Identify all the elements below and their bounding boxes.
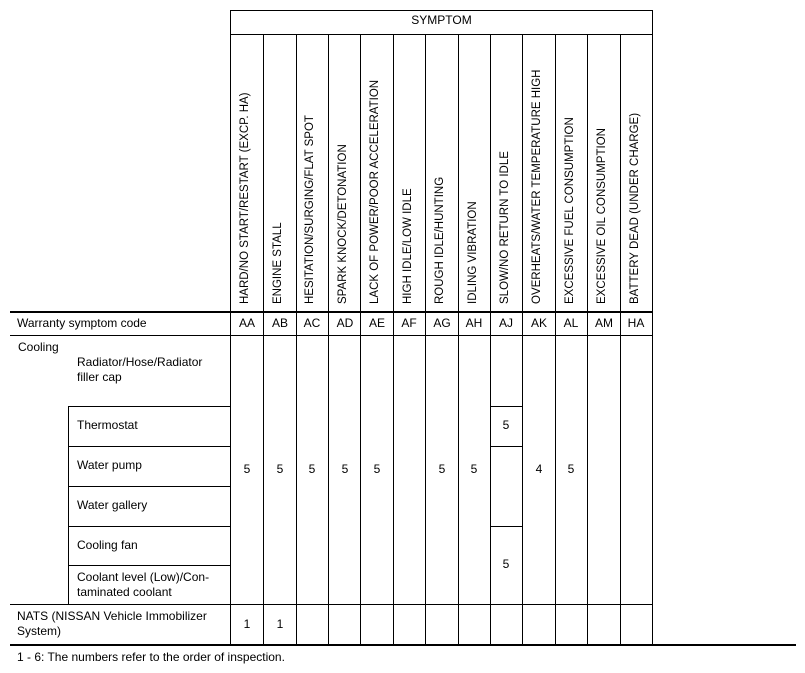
symptom-name-af: HIGH IDLE/LOW IDLE bbox=[402, 188, 414, 304]
vline-x587 bbox=[587, 34, 588, 645]
vline-x393 bbox=[393, 34, 394, 645]
code-ha: HA bbox=[627, 316, 645, 330]
cooling-value-aj-fan: 5 bbox=[502, 557, 510, 571]
vline-x555 bbox=[555, 34, 556, 645]
cooling-item-water-pump: Water pump bbox=[77, 458, 142, 472]
cooling-item-coolant-level bbox=[77, 570, 209, 600]
cooling-divider-3 bbox=[68, 486, 230, 487]
code-aj: AJ bbox=[498, 316, 513, 330]
symptom-name-ag: ROUGH IDLE/HUNTING bbox=[434, 176, 446, 304]
vline-x328 bbox=[328, 34, 329, 645]
symptom-name-ad: SPARK KNOCK/DETONATION bbox=[337, 144, 349, 304]
cooling-value-aa: 5 bbox=[243, 462, 251, 476]
vline-x620 bbox=[620, 34, 621, 645]
symptom-name-ac: HESITATION/SURGING/FLAT SPOT bbox=[304, 115, 316, 304]
symptom-name-ah: IDLING VIBRATION bbox=[467, 201, 479, 304]
table-bottom-border bbox=[10, 644, 796, 646]
nats-label bbox=[17, 609, 207, 639]
aj-divider-3 bbox=[490, 526, 523, 527]
nats-value-ab: 1 bbox=[276, 617, 284, 631]
cooling-item-cooling-fan: Cooling fan bbox=[77, 538, 138, 552]
nats-value-aa: 1 bbox=[243, 617, 251, 631]
aj-divider-2 bbox=[490, 446, 523, 447]
footnote: 1 - 6: The numbers refer to the order of inspection. bbox=[17, 650, 285, 664]
cooling-inner-vline bbox=[68, 406, 69, 604]
symptom-name-am: EXCESSIVE OIL CONSUMPTION bbox=[596, 128, 608, 304]
cooling-value-ae: 5 bbox=[373, 462, 381, 476]
symptom-name-al: EXCESSIVE FUEL CONSUMPTION bbox=[564, 117, 576, 304]
vline-x652 bbox=[652, 10, 653, 645]
nats-label-line2: System) bbox=[17, 624, 62, 638]
code-al: AL bbox=[563, 316, 579, 330]
warranty-label: Warranty symptom code bbox=[17, 316, 147, 330]
code-ak: AK bbox=[530, 316, 547, 330]
cooling-value-aj-thermostat: 5 bbox=[502, 418, 510, 432]
symptom-name-aa: HARD/NO START/RESTART (EXCP. HA) bbox=[239, 92, 251, 304]
cooling-divider-4 bbox=[68, 526, 230, 527]
code-am: AM bbox=[595, 316, 613, 330]
symptom-name-ae: LACK OF POWER/POOR ACCELERATION bbox=[369, 79, 381, 304]
vline-x490 bbox=[490, 34, 491, 645]
cooling-item-coolant-line1: Coolant level (Low)/Con- bbox=[77, 570, 210, 584]
code-ac: AC bbox=[303, 316, 321, 330]
aj-divider-1 bbox=[490, 406, 523, 407]
nats-label-line1: NATS (NISSAN Vehicle Immobilizer bbox=[17, 609, 207, 623]
symptom-header-divider bbox=[230, 34, 653, 35]
header-bottom-border bbox=[10, 311, 653, 313]
cooling-item-thermostat: Thermostat bbox=[77, 418, 138, 432]
cooling-divider-5 bbox=[68, 565, 230, 566]
code-af: AF bbox=[401, 316, 417, 330]
code-ae: AE bbox=[368, 316, 385, 330]
warranty-row-divider bbox=[10, 335, 653, 336]
cooling-item-radiator-line1: Radiator/Hose/Radiator bbox=[77, 355, 203, 369]
code-ah: AH bbox=[465, 316, 483, 330]
vline-x360 bbox=[360, 34, 361, 645]
cooling-value-ak: 4 bbox=[535, 462, 543, 476]
vline-x425 bbox=[425, 34, 426, 645]
cooling-value-ac: 5 bbox=[308, 462, 316, 476]
cooling-item-coolant-line2: taminated coolant bbox=[77, 585, 172, 599]
vline-x458 bbox=[458, 34, 459, 645]
cooling-group-label: Cooling bbox=[18, 340, 59, 354]
symptom-header: SYMPTOM bbox=[411, 13, 472, 27]
vline-x263 bbox=[263, 34, 264, 645]
code-aa: AA bbox=[238, 316, 255, 330]
cooling-value-ab: 5 bbox=[276, 462, 284, 476]
symptom-name-aj: SLOW/NO RETURN TO IDLE bbox=[499, 151, 511, 304]
cooling-item-radiator bbox=[77, 355, 202, 385]
code-ag: AG bbox=[433, 316, 451, 330]
symptom-name-ak: OVERHEATS/WATER TEMPERATURE HIGH bbox=[531, 69, 543, 304]
cooling-value-ah: 5 bbox=[470, 462, 478, 476]
cooling-value-ag: 5 bbox=[438, 462, 446, 476]
nats-row-top bbox=[10, 604, 653, 605]
vline-x522 bbox=[522, 34, 523, 645]
cooling-divider-1 bbox=[68, 406, 230, 407]
table-top-border bbox=[230, 10, 653, 11]
symptom-name-ha: BATTERY DEAD (UNDER CHARGE) bbox=[629, 112, 641, 304]
cooling-item-radiator-line2: filler cap bbox=[77, 370, 122, 384]
cooling-item-water-gallery: Water gallery bbox=[77, 498, 148, 512]
vline-x296 bbox=[296, 34, 297, 645]
cooling-divider-2 bbox=[68, 446, 230, 447]
code-ad: AD bbox=[336, 316, 354, 330]
cooling-value-ad: 5 bbox=[341, 462, 349, 476]
cooling-value-al: 5 bbox=[567, 462, 575, 476]
code-ab: AB bbox=[271, 316, 288, 330]
symptom-name-ab: ENGINE STALL bbox=[272, 222, 284, 304]
